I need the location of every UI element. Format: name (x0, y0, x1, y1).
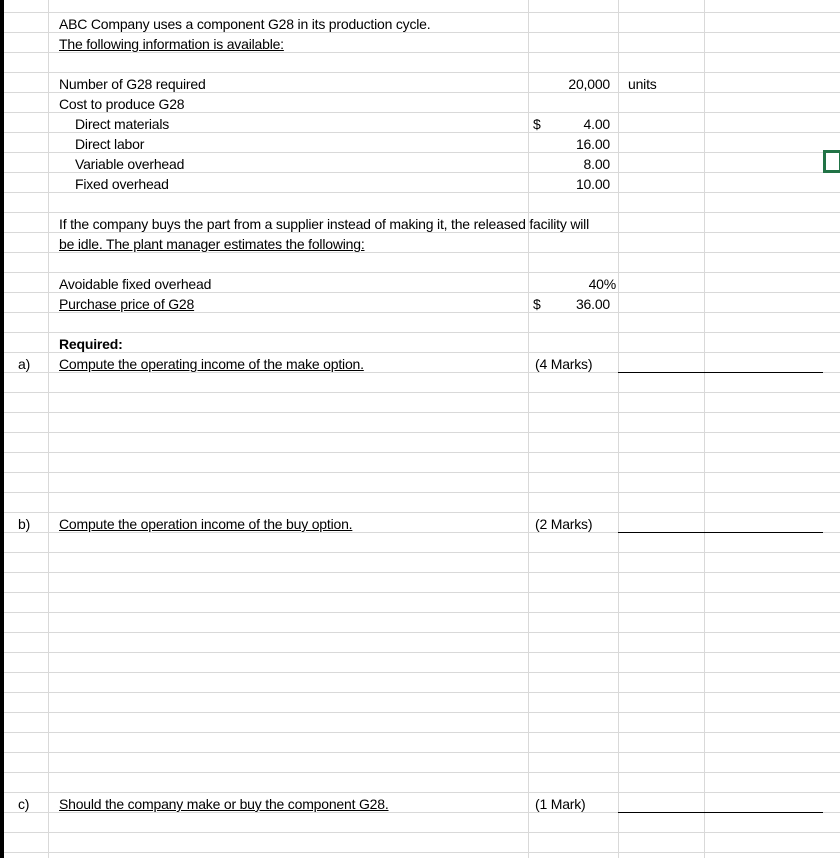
fixed-overhead-label: Fixed overhead (75, 176, 169, 192)
grid-row-line (4, 132, 840, 133)
grid-column-line (48, 0, 49, 858)
grid-row-line (4, 512, 840, 513)
direct-materials-label: Direct materials (75, 116, 170, 132)
grid-row-line (4, 312, 840, 313)
supplier-line-1: If the company buys the part from a supplier instead of making it, the released facility will (59, 216, 589, 232)
grid-row-line (4, 252, 840, 253)
grid-row-line (4, 552, 840, 553)
grid-row-line (4, 332, 840, 333)
required-heading: Required: (59, 336, 123, 352)
grid-row-line (4, 452, 840, 453)
grid-row-line (4, 592, 840, 593)
grid-row-line (4, 72, 840, 73)
grid-row-line (4, 392, 840, 393)
direct-labor-value: 16.00 (575, 136, 610, 152)
grid-column-line (528, 0, 529, 858)
fixed-overhead-value: 10.00 (575, 176, 610, 192)
grid-row-line (4, 172, 840, 173)
selected-cell[interactable] (823, 150, 840, 173)
supplier-line-2: be idle. The plant manager estimates the following: (59, 236, 365, 252)
avoidable-fixed-label: Avoidable fixed overhead (59, 276, 212, 292)
purchase-price-currency: $ (533, 296, 541, 312)
grid-row-line (4, 12, 840, 13)
question-b-marks: (2 Marks) (535, 516, 593, 532)
grid-row-line (4, 832, 840, 833)
left-border (0, 0, 4, 858)
question-a-text: Compute the operating income of the make option. (59, 356, 364, 372)
grid-row-line (4, 772, 840, 773)
grid-row-line (4, 92, 840, 93)
avoidable-fixed-value: 40% (588, 276, 616, 292)
grid-row-line (4, 632, 840, 633)
grid-row-line (4, 732, 840, 733)
purchase-price-label: Purchase price of G28 (59, 296, 195, 312)
grid-row-line (4, 352, 840, 353)
grid-row-line (4, 412, 840, 413)
question-c-text: Should the company make or buy the component G28. (59, 796, 389, 812)
grid-row-line (4, 232, 840, 233)
question-c-answer-line[interactable] (618, 812, 823, 813)
grid-row-line (4, 52, 840, 53)
grid-column-line (704, 0, 705, 858)
question-c-marks: (1 Mark) (535, 796, 586, 812)
grid-row-line (4, 672, 840, 673)
direct-labor-label: Direct labor (75, 136, 145, 152)
variable-overhead-label: Variable overhead (75, 156, 185, 172)
grid-row-line (4, 32, 840, 33)
purchase-price-value: 36.00 (575, 296, 610, 312)
grid-row-line (4, 752, 840, 753)
grid-row-line (4, 292, 840, 293)
cost-heading: Cost to produce G28 (59, 96, 185, 112)
requirement-label: Number of G28 required (59, 76, 206, 92)
question-a-letter: a) (18, 356, 31, 372)
question-b-letter: b) (18, 516, 31, 532)
grid-row-line (4, 652, 840, 653)
direct-materials-value: 4.00 (583, 116, 610, 132)
question-c-letter: c) (18, 796, 30, 812)
grid-row-line (4, 852, 840, 853)
grid-column-line (618, 0, 619, 858)
question-b-answer-line[interactable] (618, 532, 823, 533)
grid-row-line (4, 192, 840, 193)
grid-row-line (4, 272, 840, 273)
grid-row-line (4, 152, 840, 153)
direct-materials-currency: $ (533, 116, 541, 132)
requirement-unit: units (628, 76, 657, 92)
intro-line-1: ABC Company uses a component G28 in its production cycle. (59, 16, 431, 32)
grid-row-line (4, 572, 840, 573)
grid-row-line (4, 432, 840, 433)
grid-row-line (4, 792, 840, 793)
question-b-text: Compute the operation income of the buy option. (59, 516, 353, 532)
grid-row-line (4, 612, 840, 613)
grid-row-line (4, 692, 840, 693)
grid-row-line (4, 472, 840, 473)
question-a-marks: (4 Marks) (535, 356, 593, 372)
grid-row-line (4, 492, 840, 493)
requirement-value: 20,000 (568, 76, 610, 92)
question-a-answer-line[interactable] (618, 372, 823, 373)
variable-overhead-value: 8.00 (583, 156, 610, 172)
grid-row-line (4, 212, 840, 213)
intro-line-2: The following information is available: (59, 36, 284, 52)
grid-row-line (4, 112, 840, 113)
grid-row-line (4, 712, 840, 713)
